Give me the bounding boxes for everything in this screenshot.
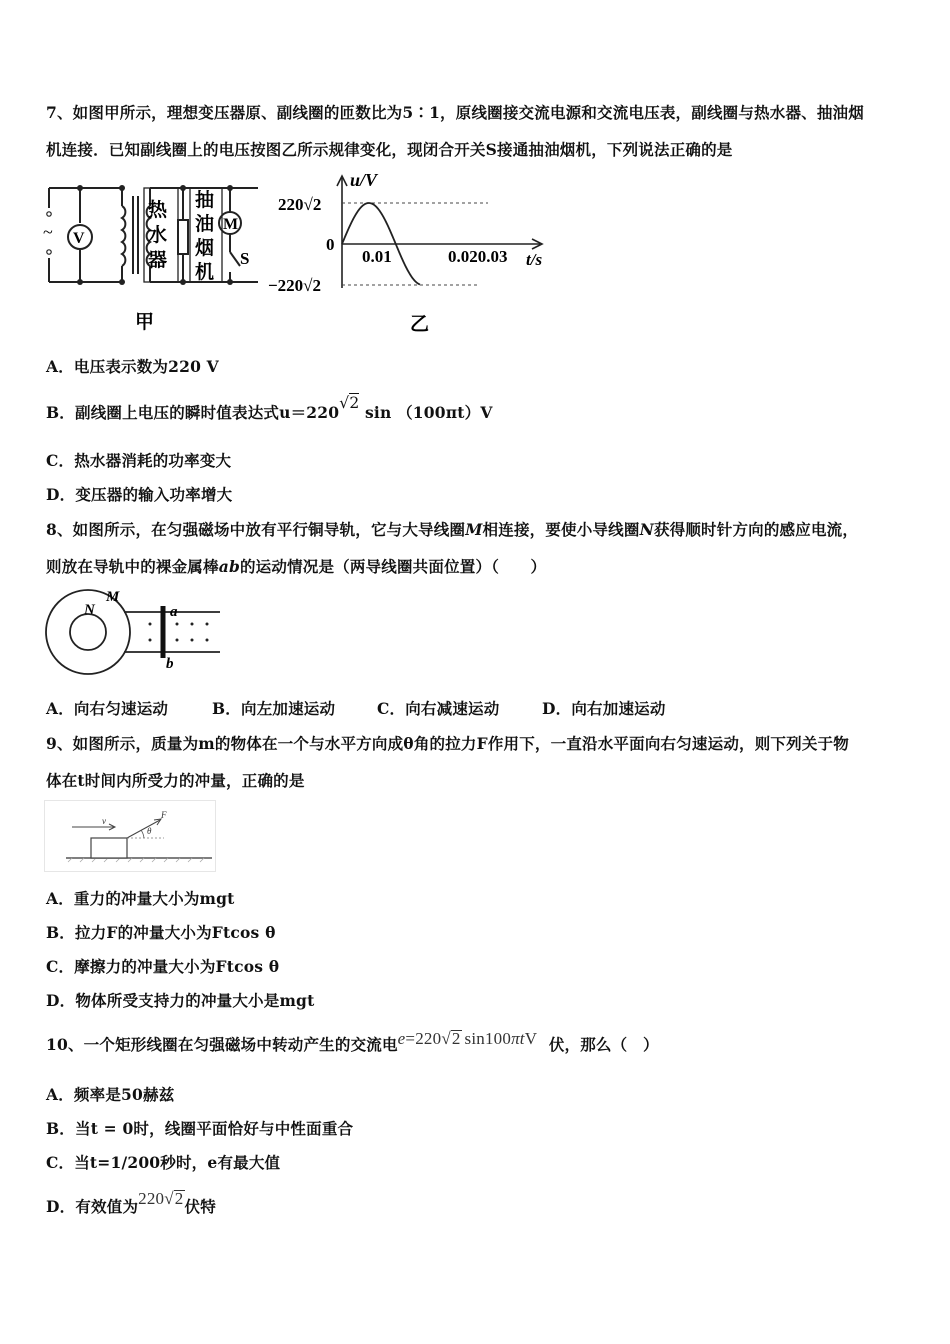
svg-text:烟: 烟 — [195, 238, 215, 259]
svg-text:水: 水 — [148, 225, 168, 246]
q8-figure — [42, 586, 227, 676]
tick-y-max: 220√2 — [278, 195, 322, 214]
q7-stem-line1: 7、如图甲所示，理想变压器原、副线圈的匝数比为5∶1，原线圈接交流电源和交流电压表，副线圈与热水器、抽油烟 — [46, 103, 864, 122]
q9-option-d[interactable]: D．物体所受支持力的冲量大小是mgt — [46, 991, 315, 1010]
svg-text:V: V — [73, 230, 85, 247]
svg-text:器: 器 — [148, 250, 168, 271]
svg-text:S: S — [240, 249, 250, 268]
q7-stem-line2: 机连接．已知副线圈上的电压按图乙所示规律变化，现闭合开关S接通抽油烟机，下列说法正确的是 — [46, 140, 733, 159]
svg-text:热: 热 — [148, 200, 168, 221]
svg-text:油: 油 — [195, 214, 215, 235]
q9-figure — [44, 800, 216, 872]
q7-option-c[interactable]: C．热水器消耗的功率变大 — [46, 451, 232, 470]
svg-text:a: a — [170, 604, 178, 620]
tick-origin: 0 — [326, 235, 335, 254]
svg-text:b: b — [166, 656, 174, 672]
q9-stem-line1: 9、如图所示，质量为m的物体在一个与水平方向成θ角的拉力F作用下，一直沿水平面向右匀速运动，则下列关于物 — [46, 734, 849, 753]
svg-text:θ: θ — [147, 826, 152, 836]
q9-option-b[interactable]: B．拉力F的冲量大小为Ftcos θ — [46, 923, 276, 942]
svg-text:v: v — [102, 816, 106, 826]
svg-text:~: ~ — [43, 222, 53, 242]
axis-y-label: u/V — [350, 170, 378, 190]
q9-stem-line2: 体在t时间内所受力的冲量，正确的是 — [46, 771, 305, 790]
q8-stem-line1: 8、如图所示，在匀强磁场中放有平行铜导轨，它与大导线圈M相连接，要使小导线圈N获得顺时针方向的感应电流， — [46, 520, 859, 539]
figure-caption-yi: 乙 — [410, 314, 430, 335]
axis-x-label: t/s — [526, 250, 543, 269]
q8-option-d[interactable]: D．向右加速运动 — [542, 699, 666, 718]
svg-text:N: N — [84, 602, 95, 618]
svg-text:机: 机 — [195, 262, 215, 283]
q7-option-a[interactable]: A．电压表示数为220 V — [46, 357, 219, 376]
svg-text:M: M — [106, 589, 120, 605]
q8-stem-line2: 则放在导轨中的裸金属棒ab的运动情况是（两导线圈共面位置）（ ） — [46, 557, 547, 576]
svg-text:抽: 抽 — [195, 190, 215, 211]
tick-x-002-003: 0.020.03 — [448, 247, 508, 266]
q9-option-a[interactable]: A．重力的冲量大小为mgt — [46, 889, 235, 908]
q7-figure-jia — [40, 178, 270, 338]
q7-option-b[interactable]: B．副线圈上电压的瞬时值表达式u＝220√2 sin （100πt）V — [46, 394, 493, 422]
q10-option-b[interactable]: B．当t = 0时，线圈平面恰好与中性面重合 — [46, 1119, 354, 1138]
q10-option-a[interactable]: A．频率是50赫兹 — [46, 1085, 175, 1104]
tick-x-001: 0.01 — [362, 247, 392, 266]
tick-y-min: −220√2 — [268, 276, 322, 295]
q8-option-a[interactable]: A．向右匀速运动 — [46, 699, 169, 718]
q10-stem: 10、一个矩形线圈在匀强磁场中转动产生的交流电e=220√2 sin100πtV 伏，那么（ ） — [46, 1029, 659, 1054]
q10-option-d[interactable]: D．有效值为220√2伏特 — [46, 1189, 216, 1216]
q8-option-b[interactable]: B．向左加速运动 — [212, 699, 336, 718]
svg-text:甲: 甲 — [135, 312, 155, 333]
q10-option-c[interactable]: C．当t=1/200秒时，e有最大值 — [46, 1153, 281, 1172]
svg-text:M: M — [223, 216, 239, 233]
q7-option-d[interactable]: D．变压器的输入功率增大 — [46, 485, 233, 504]
q7-figure-yi — [268, 170, 558, 340]
q9-option-c[interactable]: C．摩擦力的冲量大小为Ftcos θ — [46, 957, 280, 976]
svg-text:F: F — [161, 810, 167, 820]
q8-option-c[interactable]: C．向右减速运动 — [377, 699, 500, 718]
